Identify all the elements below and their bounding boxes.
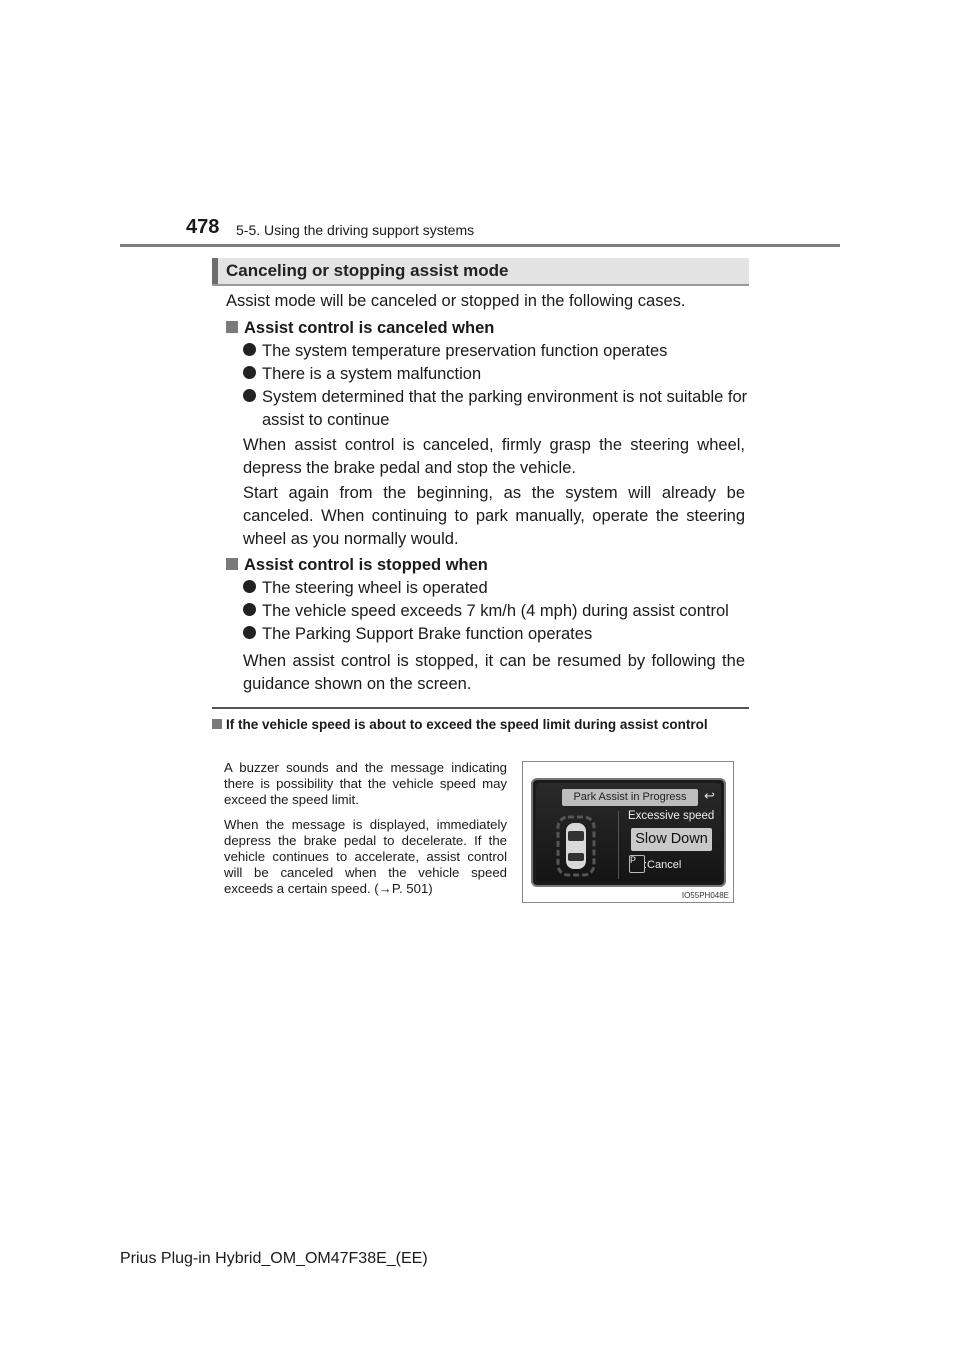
parking-switch-icon: [629, 855, 645, 873]
section-title: Canceling or stopping assist mode: [226, 261, 509, 280]
bullet-dot-icon: [243, 389, 256, 402]
cancel-instruction: :Cancel: [644, 859, 682, 871]
canceled-para-2: Start again from the beginning, as the system will already be canceled. When continuing to park manually, operate the steering wheel as you normally would.: [243, 484, 745, 548]
note-para-2: When the message is displayed, immediately depress the brake pedal to decelerate. If the vehicle continues to accelerate, assist control will be canceled when the vehicle speed exceeds a certain speed. (→P. 501): [224, 817, 507, 896]
image-code: IO55PH048E: [681, 891, 729, 900]
canceled-bullet-3: System determined that the parking environment is not suitable for assist to continue: [243, 386, 764, 432]
chapter-title: 5-5. Using the driving support systems: [236, 222, 475, 238]
note-para-1: A buzzer sounds and the message indicating there is possibility that the vehicle speed may exceed the speed limit.: [224, 760, 507, 807]
bullet-dot-icon: [243, 603, 256, 616]
bullet-dot-icon: [243, 580, 256, 593]
car-top-view-icon: [556, 815, 596, 877]
intro-text: Assist mode will be canceled or stopped in the following cases.: [226, 292, 686, 310]
bullet-dot-icon: [243, 343, 256, 356]
note-title: If the vehicle speed is about to exceed the speed limit during assist control: [212, 716, 752, 733]
page-number: 478: [186, 216, 220, 238]
bullet-dot-icon: [243, 366, 256, 379]
square-bullet-icon: [226, 558, 238, 570]
back-arrow-icon: ↩: [704, 788, 715, 803]
park-assist-banner: Park Assist in Progress: [562, 789, 698, 806]
canceled-bullet-1: The system temperature preservation function operates: [243, 340, 667, 363]
stopped-para: When assist control is stopped, it can be resumed by following the guidance shown on the screen.: [243, 652, 745, 693]
stopped-bullet-2: The vehicle speed exceeds 7 km/h (4 mph) during assist control: [243, 600, 729, 623]
display-illustration: [522, 761, 734, 903]
excessive-speed-text: Excessive speed: [628, 810, 715, 822]
section-heading-bar: [212, 258, 749, 286]
screen-divider: [618, 811, 619, 879]
stopped-heading: Assist control is stopped when: [226, 554, 488, 577]
section-divider: [212, 707, 749, 709]
bullet-dot-icon: [243, 626, 256, 639]
canceled-heading: Assist control is canceled when: [226, 317, 494, 340]
stopped-bullet-1: The steering wheel is operated: [243, 577, 488, 600]
stopped-bullet-3: The Parking Support Brake function operates: [243, 623, 592, 646]
screen-inner: [536, 783, 721, 882]
parking-switch-label: P: [630, 855, 637, 865]
footer-doc-id: Prius Plug-in Hybrid_OM_OM47F38E_(EE): [120, 1250, 428, 1267]
canceled-bullet-2: There is a system malfunction: [243, 363, 481, 386]
section-accent: [212, 258, 218, 284]
header-rule: [120, 244, 840, 247]
square-bullet-icon: [212, 719, 222, 729]
slow-down-message: Slow Down: [631, 828, 712, 851]
canceled-para-1: When assist control is canceled, firmly grasp the steering wheel, depress the brake pedal and stop the vehicle.: [243, 436, 745, 477]
square-bullet-icon: [226, 321, 238, 333]
multimedia-screen: [531, 778, 726, 887]
